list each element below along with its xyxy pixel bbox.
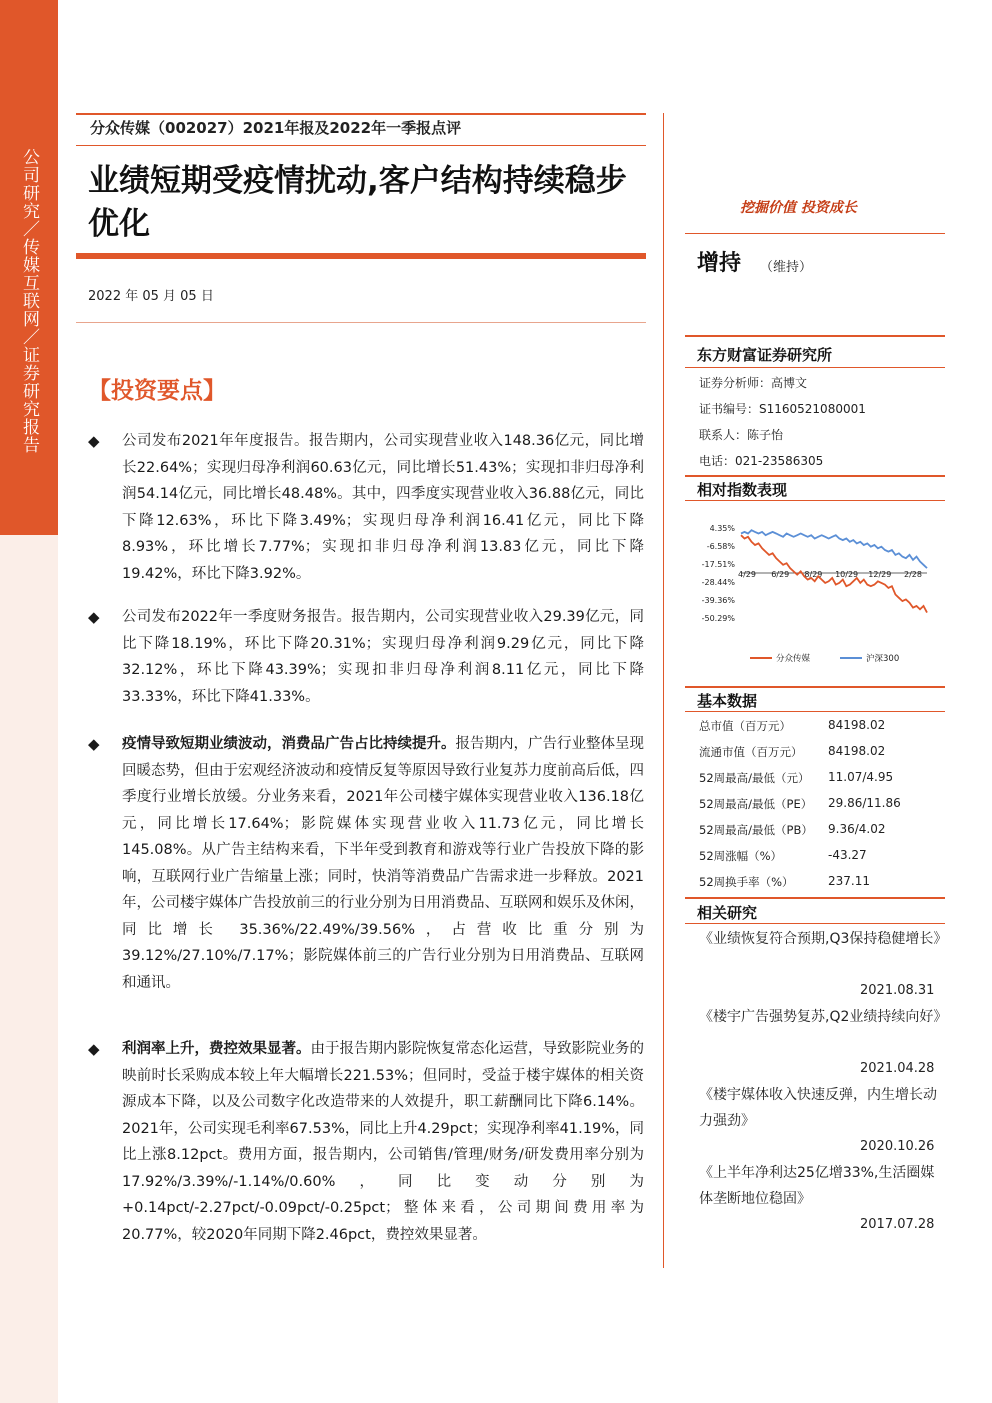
series-line-0 [741, 535, 927, 612]
slogan: 挖掘价值 投资成长 [740, 200, 857, 216]
y-tick-label: -39.36% [701, 595, 735, 605]
x-tick-label: 8/29 [804, 570, 823, 580]
basic-data-label: 52周涨幅（%） [699, 849, 783, 863]
bullet-item-profit-margin [88, 1036, 644, 1248]
diamond-bullet-icon: ◆ [88, 608, 100, 626]
basic-under-rule [685, 711, 945, 712]
diamond-bullet-icon: ◆ [88, 735, 100, 753]
legend-label: 沪深300 [866, 654, 900, 664]
basic-data-value: 9.36/4.02 [828, 822, 886, 836]
institution-under-rule [685, 367, 945, 368]
related-report-link[interactable]: 《楼宇媒体收入快速反弹，内生增长动力强劲》 [699, 1087, 937, 1129]
bullet-text: 公司发布2022年一季度财务报告。报告期内，公司实现营业收入29.39亿元，同比下降18.19%，环比下降20.31%；实现归母净利润9.29亿元，同比下降32.12%，环比下降43.39%；实现扣非归母净利润8.11亿元，同比下降33.33%，环比下降41.33%。 [122, 609, 644, 705]
related-report-date: 2021.04.28 [860, 1061, 935, 1076]
bullet-lead: 疫情导致短期业绩波动，消费品广告占比持续提升。 [122, 736, 456, 752]
analyst-name: 证券分析师：高博文 [699, 376, 808, 390]
bullet-item-annual-report [88, 428, 644, 587]
x-tick-label: 4/29 [738, 570, 756, 580]
cert-number: 证书编号：S1160521080001 [699, 402, 866, 416]
rating: 增持 [697, 251, 742, 276]
related-report-date: 2020.10.26 [860, 1139, 935, 1154]
phone-number: 电话：021-23586305 [699, 454, 824, 468]
diamond-bullet-icon: ◆ [88, 432, 100, 450]
related-report-link[interactable]: 《上半年净利达25亿增33%,生活圈媒体垄断地位稳固》 [699, 1165, 935, 1207]
column-divider [663, 113, 664, 1268]
related-heading: 相关研究 [697, 904, 758, 922]
bullet-lead: 利润率上升，费控效果显著。 [122, 1041, 311, 1057]
chart-under-rule [685, 500, 945, 501]
institution-name: 东方财富证券研究所 [697, 346, 833, 364]
bullet-text: 公司发布2021年年度报告。报告期内，公司实现营业收入148.36亿元，同比增长22.64%；实现归母净利润60.63亿元，同比增长51.43%；实现扣非归母净利润54.14亿元，同比增长48.48%。其中，四季度实现营业收入36.88亿元，同比下降12.63%，环比下降3.49%；实现归母净利润16.41亿元，同比下降8.93%，环比增长7.77%；实现扣非归母净利润13.83亿元，同比下降19.42%，环比下降3.92%。 [122, 433, 644, 582]
related-rule [685, 897, 945, 899]
bullet-text: 报告期内，广告行业整体呈现回暖态势，但由于宏观经济波动和疫情反复等原因导致行业复苏力度前高后低，四季度行业增长放缓。分业务来看，2021年公司楼宇媒体实现营业收入136.18亿元，同比增长17.64%；影院媒体实现营业收入11.73亿元，同比增长145.08%。从广告主结构来看，下半年受到教育和游戏等行业广告投放下降的影响，互联网行业广告缩量上涨；同时，快消等消费品广告需求进一步释放。2021年，公司楼宇媒体广告投放前三的行业分别为日用消费品、互联网和娱乐及休闲，同比增长 35.36%/22.49%/39.56%，占营收比重分别为39.12%/27.10%/7.17%；影院媒体前三的广告行业分别为日用消费品、互联网和通讯。 [122, 736, 644, 991]
diamond-bullet-icon: ◆ [88, 1040, 100, 1058]
rating-note: （维持） [760, 260, 813, 275]
report-date: 2022 年 05 月 05 日 [88, 289, 214, 304]
related-report-link[interactable]: 《楼宇广告强势复苏,Q2业绩持续向好》 [699, 1009, 948, 1025]
bullet-text: 由于报告期内影院恢复常态化运营，导致影院业务的映前时长采购成本较上年大幅增长221.53%；但同时，受益于楼宇媒体的相关资源成本下降，以及公司数字化改造带来的人效提升，职工薪酬同比下降6.14%。2021年，公司实现毛利率67.53%，同比上升4.29pct；实现净利率41.19%，同比上涨8.12pct。费用方面，报告期内，公司销售/管理/财务/研发费用率分别为17.92%/3.39%/-1.14%/0.60%，同比变动分别为+0.14pct/-2.27pct/-0.09pct/-0.25pct；整体来看，公司期间费用率为20.77%，较2020年同期下降2.46pct，费控效果显著。 [122, 1041, 644, 1243]
basic-data-label: 52周最高/最低（PB） [699, 823, 813, 837]
report-title: 业绩短期受疫情扰动,客户结构持续稳步优化 [88, 163, 627, 242]
basic-data-label: 52周最高/最低（元） [699, 771, 810, 785]
basic-data-value: 237.11 [828, 874, 870, 888]
related-report-date: 2017.07.28 [860, 1217, 935, 1232]
basic-data-value: 84198.02 [828, 744, 886, 758]
bullet-item-q1-report [88, 604, 644, 710]
report-subtitle: 分众传媒（002027）2021年报及2022年一季报点评 [90, 119, 462, 137]
bullet-item-ad-structure [88, 731, 644, 996]
basic-data-label: 总市值（百万元） [699, 719, 791, 733]
x-tick-label: 10/29 [835, 570, 859, 580]
chart-rule [685, 475, 945, 477]
left-sidebar [0, 0, 58, 1403]
basic-data-label: 52周最高/最低（PE） [699, 797, 813, 811]
y-tick-label: -6.58% [706, 542, 735, 552]
header-sub-rule [76, 145, 646, 146]
basic-data-label: 流通市值（百万元） [699, 745, 803, 759]
basic-data-heading: 基本数据 [697, 692, 758, 710]
contact-person: 联系人：陈子怡 [699, 428, 784, 442]
series-line-1 [741, 530, 927, 568]
x-tick-label: 6/29 [771, 570, 790, 580]
relative-performance-chart [695, 512, 945, 672]
institution-rule [685, 335, 945, 337]
y-tick-label: -17.51% [701, 560, 735, 570]
related-report-date: 2021.08.31 [860, 983, 935, 998]
related-under-rule [685, 923, 945, 924]
header-top-rule [76, 113, 646, 115]
y-tick-label: 4.35% [709, 524, 735, 533]
related-report-link[interactable]: 《业绩恢复符合预期,Q3保持稳健增长》 [699, 931, 948, 947]
x-tick-label: 2/28 [904, 570, 922, 580]
basic-rule [685, 686, 945, 688]
basic-data-value: -43.27 [828, 848, 867, 862]
sidebar-category-text: 公司研究／传媒互联网／证券研究报告 [19, 148, 39, 454]
basic-data-value: 29.86/11.86 [828, 796, 901, 810]
legend-label: 分众传媒 [776, 654, 811, 664]
rating-top-rule [685, 233, 945, 234]
y-tick-label: -28.44% [701, 578, 735, 588]
x-tick-label: 12/29 [868, 570, 892, 580]
y-tick-label: -50.29% [701, 614, 735, 623]
basic-data-value: 11.07/4.95 [828, 770, 894, 784]
section-title-investment-points: 【投资要点】 [88, 378, 226, 404]
basic-data-label: 52周换手率（%） [699, 875, 794, 889]
date-rule [76, 322, 646, 323]
chart-heading: 相对指数表现 [697, 481, 788, 499]
title-underline-bar [76, 253, 646, 259]
chart-svg [695, 512, 945, 672]
basic-data-value: 84198.02 [828, 718, 886, 732]
